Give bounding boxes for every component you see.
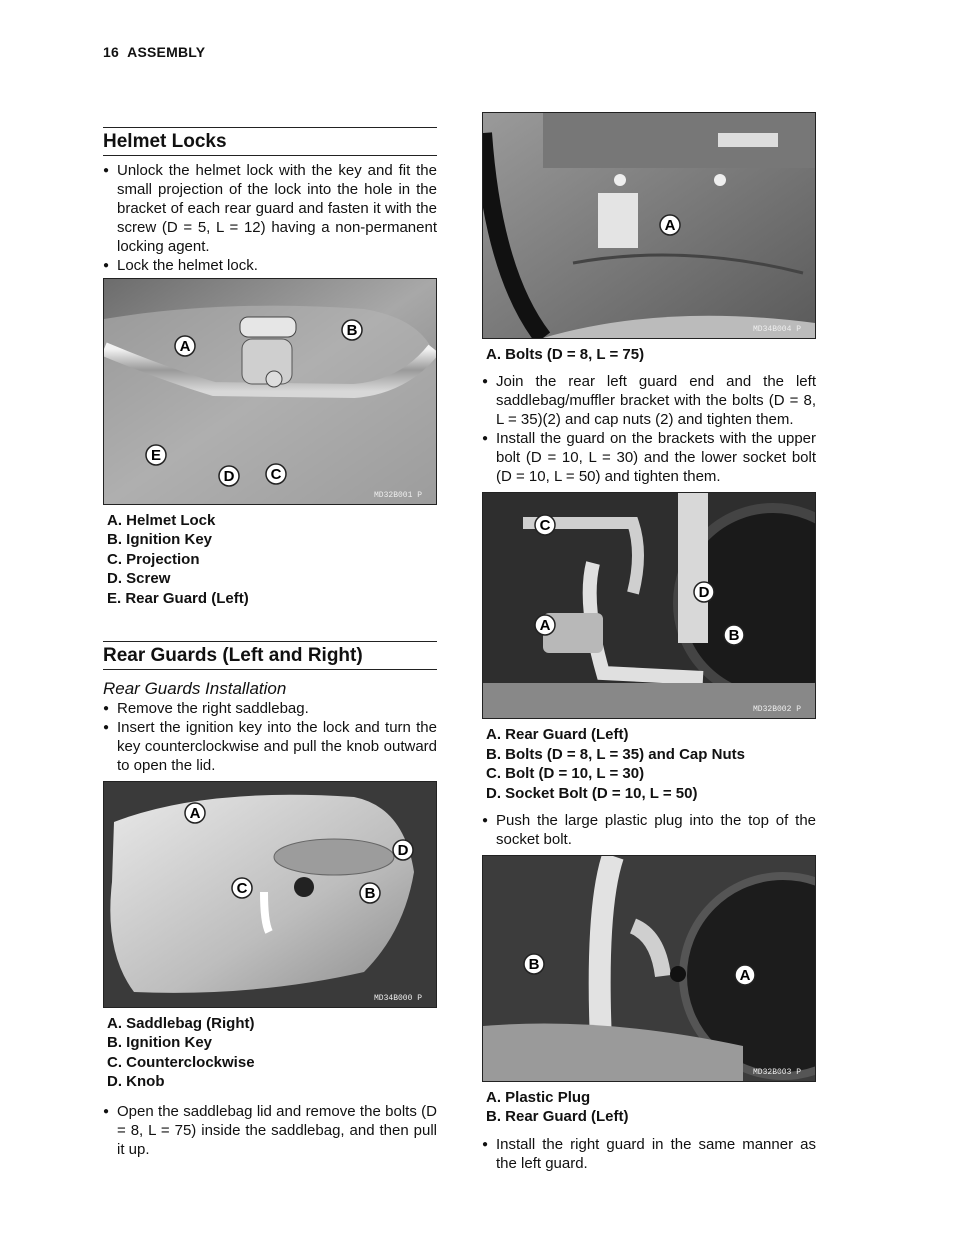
caption-line: D. Socket Bolt (D = 10, L = 50)	[486, 784, 698, 802]
caption-line: A. Helmet Lock	[107, 512, 216, 529]
figure-code: MD32B002 P	[752, 705, 801, 715]
caption-line: B. Bolts (D = 8, L = 35) and Cap Nuts	[486, 745, 745, 763]
helmet-lock-photo	[103, 278, 437, 505]
svg-text:C: C	[236, 880, 248, 898]
svg-text:B: B	[528, 956, 540, 974]
figure-code: MD32B001 P	[373, 491, 422, 500]
svg-text:D: D	[397, 842, 409, 860]
svg-text:B: B	[364, 885, 376, 903]
callout-A	[659, 214, 681, 236]
right-column	[482, 112, 816, 1173]
callout-B	[341, 319, 363, 341]
caption-line: C. Counterclockwise	[107, 1053, 255, 1071]
rear-guards-bullet-2: ● Insert the ignition key into the lock and turn the key counterclockwise and pull the knob outward to open the lid.	[103, 718, 437, 775]
caption-line: B. Rear Guard (Left)	[486, 1108, 629, 1126]
caption-line: B. Ignition Key	[107, 1034, 212, 1052]
callout-A	[534, 614, 556, 636]
right-bullet-1: ● Join the rear left guard end and the left saddlebag/muffler bracket with the bolts (D = 8, L = 35)(2) and cap nuts (2) and tighten them.	[482, 372, 816, 429]
caption-line: C. Projection	[107, 550, 200, 568]
callout-A	[174, 335, 196, 357]
saddlebag-captions	[103, 1014, 437, 1092]
figure-code: MD34B004 P	[752, 325, 801, 334]
right-bullet-2: ● Install the guard on the brackets with the upper bolt (D = 10, L = 30) and the lower socket bolt (D = 10, L = 50) and tighten them.	[482, 429, 816, 486]
callout-B	[723, 624, 745, 646]
left-column	[103, 127, 437, 1159]
section-name: ASSEMBLY	[127, 44, 206, 60]
rear-guard-captions	[482, 725, 816, 803]
helmet-lock-captions	[103, 511, 437, 608]
svg-text:C: C	[270, 466, 282, 483]
callout-C	[265, 463, 287, 485]
helmet-locks-title: Helmet Locks	[103, 127, 437, 156]
svg-text:B: B	[728, 627, 740, 645]
rear-guards-bullet-1: ● Remove the right saddlebag.	[103, 699, 437, 718]
caption-line: C. Bolt (D = 10, L = 30)	[486, 765, 645, 783]
caption-line: A. Bolts (D = 8, L = 75)	[486, 346, 645, 363]
callout-D	[218, 465, 240, 487]
svg-text:A: A	[189, 805, 201, 823]
rear-guards-bullet-3: ● Open the saddlebag lid and remove the bolts (D = 8, L = 75) inside the saddlebag, and then pull it up.	[103, 1102, 437, 1159]
plastic-plug-captions	[482, 1088, 816, 1127]
svg-text:B: B	[346, 322, 358, 339]
figure-code: MD34B000 P	[373, 994, 422, 1004]
svg-text:A: A	[539, 617, 551, 635]
helmet-locks-bullet-1: ● Unlock the helmet lock with the key and fit the small projection of the lock into the hole in the bracket of each rear guard and fasten it with the screw (D = 5, L = 12) having a non-permanent locking agent.	[103, 161, 437, 256]
svg-text:D: D	[223, 468, 235, 485]
svg-text:A: A	[739, 967, 751, 985]
right-bullet-3: ● Push the large plastic plug into the top of the socket bolt.	[482, 811, 816, 849]
callout-B	[523, 953, 545, 975]
saddlebag-photo	[103, 781, 437, 1008]
callout-A	[184, 802, 206, 824]
rear-guard-photo	[482, 492, 816, 719]
bolts-photo	[482, 112, 816, 339]
bolts-captions	[482, 345, 816, 364]
callout-D	[392, 839, 414, 861]
rear-guard-illustration	[483, 493, 815, 718]
caption-line: D. Knob	[107, 1073, 165, 1091]
saddlebag-illustration	[104, 782, 436, 1007]
callout-B	[359, 882, 381, 904]
rear-guards-subtitle: Rear Guards Installation	[103, 679, 287, 699]
svg-text:A: A	[179, 338, 191, 355]
caption-line: E. Rear Guard (Left)	[107, 589, 249, 607]
svg-text:D: D	[698, 584, 710, 602]
right-bullet-4: ● Install the right guard in the same manner as the left guard.	[482, 1135, 816, 1173]
plastic-plug-photo	[482, 855, 816, 1082]
figure-code: MD32B003 P	[752, 1068, 801, 1078]
bolts-illustration	[483, 113, 815, 338]
callout-E	[145, 444, 167, 466]
caption-line: B. Ignition Key	[107, 531, 212, 549]
callout-C	[534, 514, 556, 536]
caption-line: A. Rear Guard (Left)	[486, 726, 629, 744]
svg-text:E: E	[150, 447, 162, 464]
callout-A	[734, 964, 756, 986]
page-header	[103, 44, 205, 60]
caption-line: A. Plastic Plug	[486, 1089, 591, 1107]
callout-C	[231, 877, 253, 899]
svg-text:A: A	[664, 217, 676, 234]
caption-line: A. Saddlebag (Right)	[107, 1015, 255, 1033]
helmet-locks-bullet-2: ● Lock the helmet lock.	[103, 256, 437, 275]
rear-guards-title: Rear Guards (Left and Right)	[103, 641, 437, 670]
svg-text:C: C	[539, 517, 551, 535]
page-number: 16	[103, 44, 119, 60]
caption-line: D. Screw	[107, 570, 171, 588]
callout-D	[693, 581, 715, 603]
